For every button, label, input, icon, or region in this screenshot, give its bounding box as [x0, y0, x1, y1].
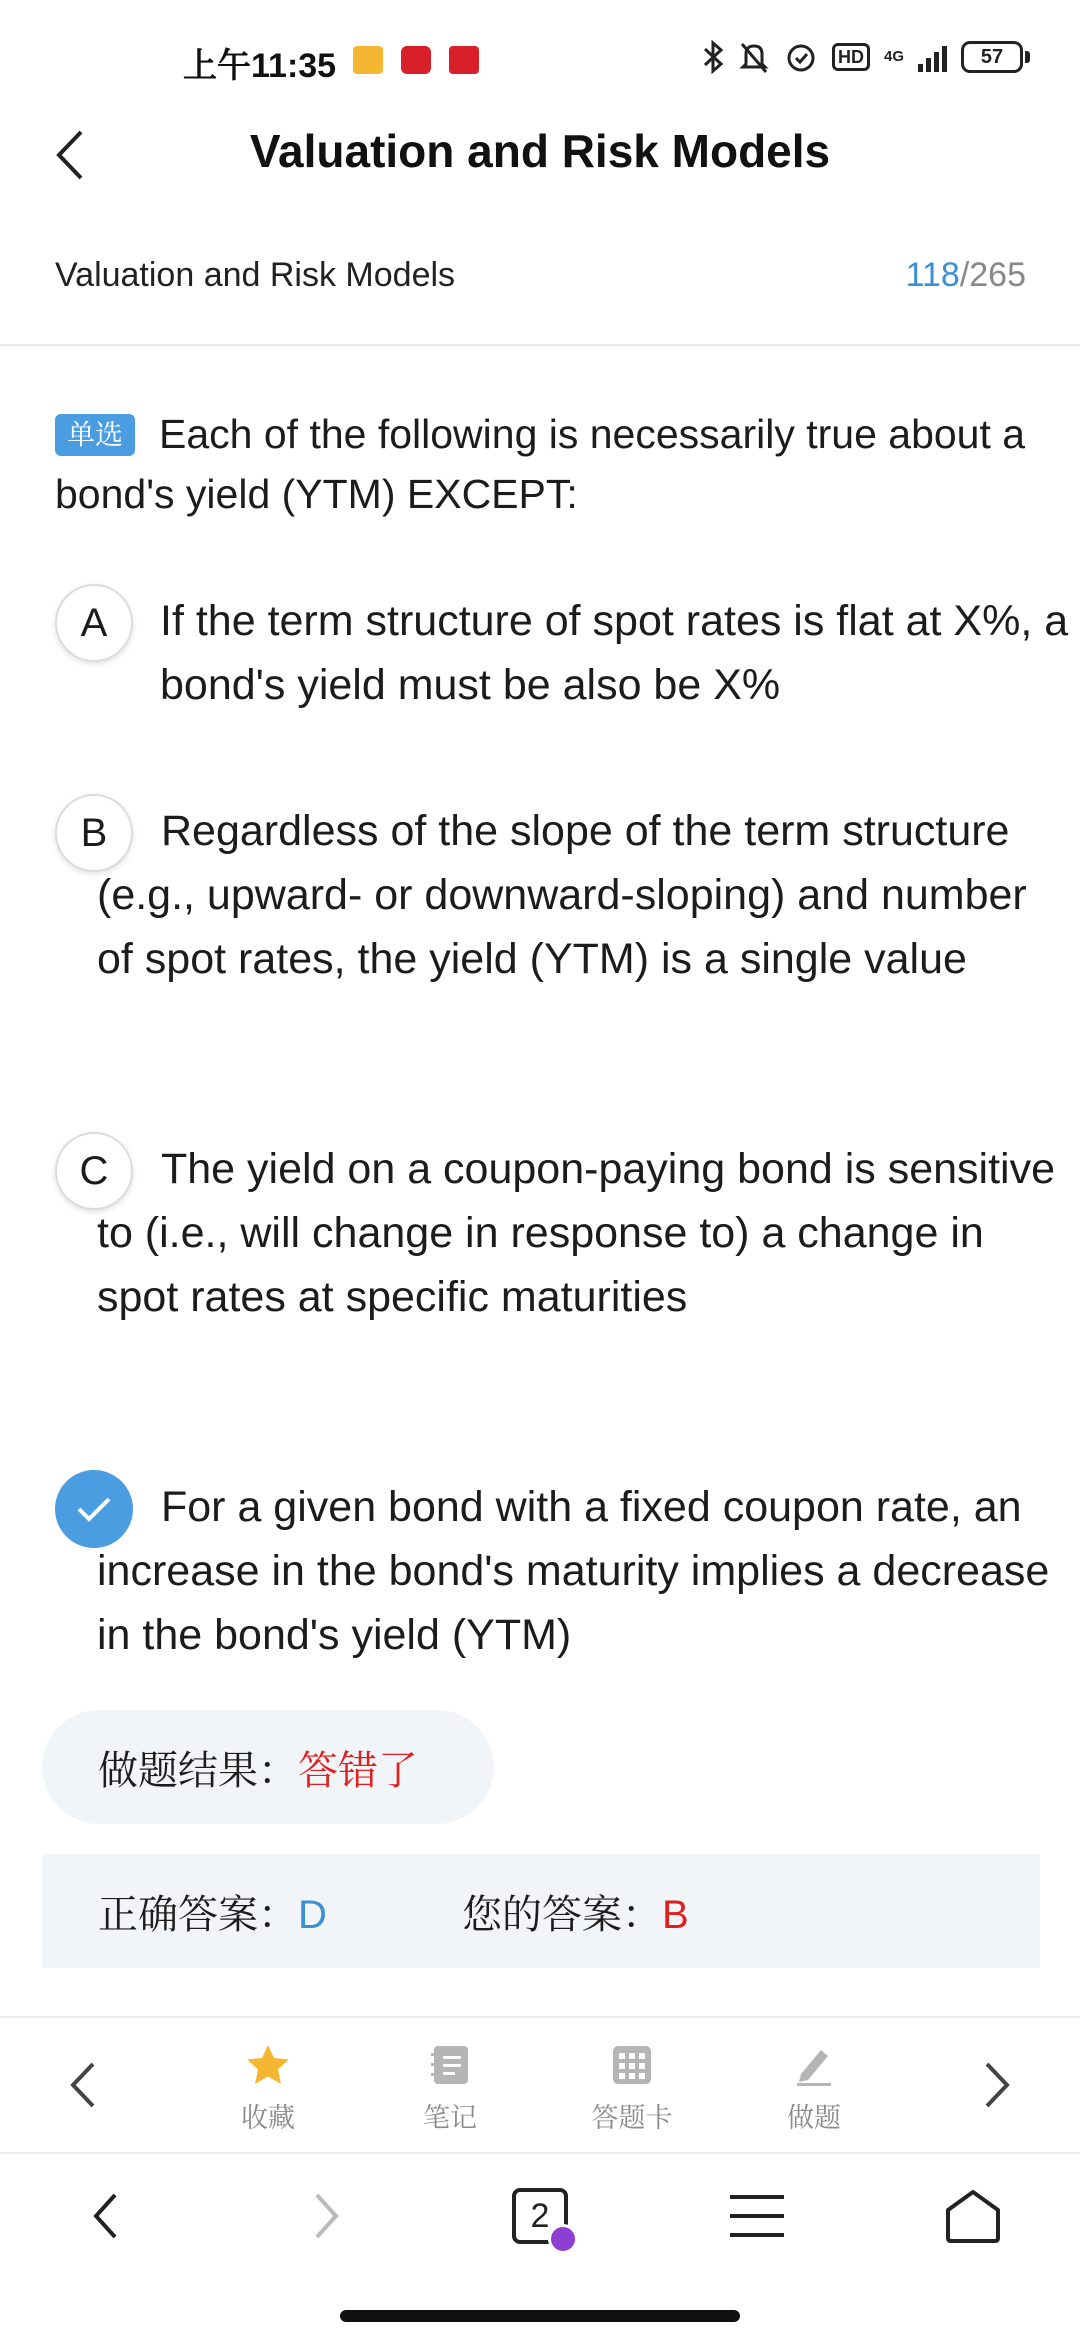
option-a-marker[interactable]: A — [55, 584, 133, 662]
page-title: Valuation and Risk Models — [249, 125, 831, 177]
total-questions: 265 — [969, 256, 1026, 294]
option-c-marker[interactable]: C — [55, 1132, 133, 1210]
section-name: Valuation and Risk Models — [55, 256, 456, 294]
home-button[interactable] — [928, 2176, 1018, 2256]
question-progress — [906, 256, 1026, 295]
browser-back-button[interactable] — [60, 2176, 150, 2256]
option-c-text[interactable]: The yield on a coupon-paying bond is sensitive to (i.e., will change in response to) a change in spot rates at specific maturities — [97, 1145, 1056, 1321]
browser-forward-button[interactable] — [282, 2176, 372, 2256]
home-indicator[interactable] — [340, 2310, 740, 2322]
browser-navbar — [0, 2152, 1080, 2282]
correct-answer-label: 正确答案： — [98, 1892, 298, 1937]
tabs-button[interactable] — [495, 2176, 585, 2256]
alarm-icon — [784, 40, 818, 74]
option-a-text[interactable]: If the term structure of spot rates is flat at X%, a bond's yield must be also be X% — [160, 597, 1069, 709]
network-type: 4G — [883, 48, 904, 65]
hd-icon: HD — [832, 43, 870, 71]
message-icon — [353, 46, 383, 74]
answer-sheet-button[interactable] — [562, 2042, 702, 2135]
status-bar — [0, 0, 1080, 120]
result-value: 答错了 — [298, 1748, 418, 1793]
battery-icon — [961, 41, 1030, 73]
question-stem — [55, 404, 1035, 524]
progress-separator: / — [959, 256, 970, 294]
bluetooth-icon — [702, 40, 724, 74]
answer-sheet-label: 答题卡 — [591, 2103, 673, 2133]
answer-summary — [42, 1854, 1040, 1968]
battery-level: 57 — [961, 41, 1023, 73]
prev-question-button[interactable] — [48, 2040, 118, 2130]
favorite-label: 收藏 — [241, 2103, 295, 2133]
notes-button[interactable] — [380, 2042, 520, 2135]
option-d-text[interactable]: For a given bond with a fixed coupon rate, an increase in the bond's maturity implies a decrease in the bond's yield (YTM) — [97, 1483, 1050, 1659]
tabs-count-value: 2 — [530, 2196, 550, 2235]
section-bar — [0, 240, 1080, 346]
menu-button[interactable] — [712, 2176, 802, 2256]
chevron-right-icon — [982, 2060, 1012, 2110]
practice-label: 做题 — [787, 2103, 841, 2133]
current-question-number: 118 — [905, 256, 960, 294]
notebook-icon — [430, 2044, 470, 2086]
your-answer — [462, 1883, 689, 1940]
result-badge — [42, 1710, 494, 1824]
status-time: 上午11:35 — [183, 47, 337, 85]
menu-icon — [730, 2193, 784, 2239]
correct-answer — [98, 1883, 327, 1940]
chevron-right-icon — [313, 2191, 341, 2241]
option-b-text[interactable]: Regardless of the slope of the term structure (e.g., upward- or downward-sloping) and number of spot rates, the yield (YTM) is a single value — [97, 807, 1027, 983]
signal-icon — [918, 42, 947, 72]
incognito-icon — [548, 2224, 578, 2254]
question-toolbar — [0, 2016, 1080, 2152]
star-icon — [245, 2043, 291, 2087]
correct-answer-value: D — [298, 1892, 327, 1937]
option-b-marker[interactable]: B — [55, 794, 133, 872]
your-answer-label: 您的答案： — [462, 1892, 662, 1937]
notification-icons — [353, 46, 479, 74]
practice-button[interactable] — [744, 2042, 884, 2135]
chevron-left-icon — [91, 2191, 119, 2241]
chevron-left-icon — [68, 2060, 98, 2110]
grid-icon — [612, 2045, 652, 2085]
notes-label: 笔记 — [423, 2103, 477, 2133]
question-text: Each of the following is necessarily true about a bond's yield (YTM) EXCEPT: — [55, 411, 1026, 517]
your-answer-value: B — [662, 1892, 689, 1937]
app-notification-icon — [401, 46, 431, 74]
question-type-badge: 单选 — [55, 414, 135, 456]
tabs-count — [512, 2188, 568, 2244]
status-indicators — [702, 40, 1030, 74]
favorite-button[interactable] — [198, 2042, 338, 2135]
next-question-button[interactable] — [962, 2040, 1032, 2130]
home-icon — [944, 2188, 1002, 2244]
pencil-icon — [793, 2044, 835, 2086]
result-label: 做题结果： — [98, 1748, 298, 1793]
mute-bell-icon — [738, 40, 770, 74]
stock-app-icon — [449, 46, 479, 74]
header — [0, 110, 1080, 200]
